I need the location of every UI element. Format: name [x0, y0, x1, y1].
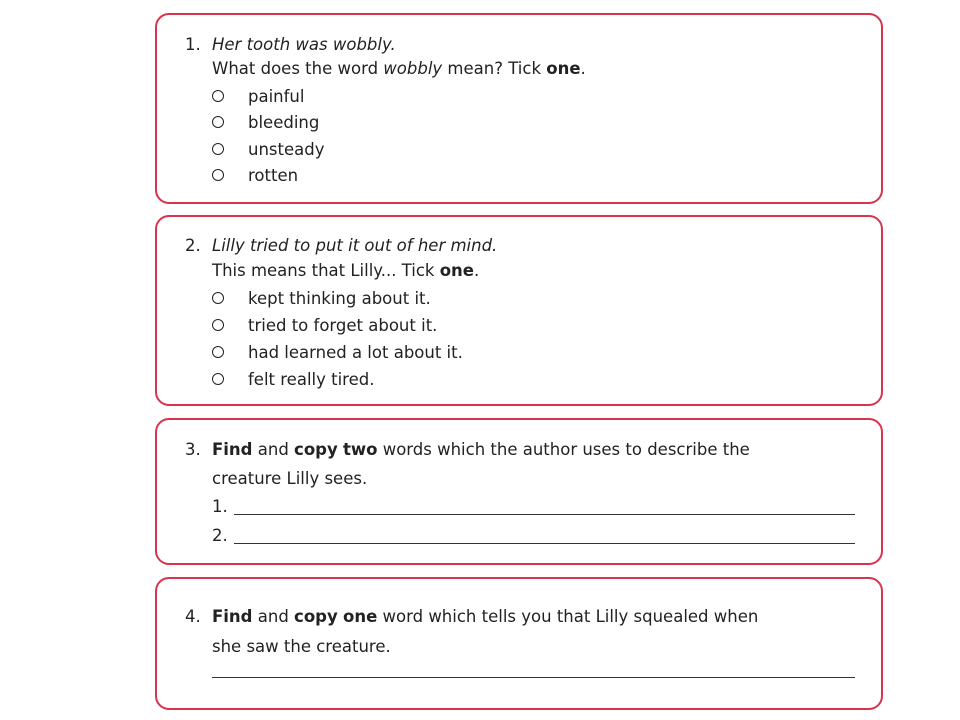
answer-row-2[interactable] [212, 525, 855, 547]
option-label: painful [248, 86, 305, 106]
question-number: 4. [185, 607, 201, 626]
option-label: tried to forget about it. [248, 315, 438, 335]
answer-number: 2. [212, 526, 228, 545]
option-felt-tired[interactable] [212, 368, 374, 390]
prompt-text: This means that Lilly... Tick [212, 261, 440, 280]
prompt-bold: copy [294, 607, 338, 626]
question-number: 1. [185, 35, 201, 54]
option-unsteady[interactable] [212, 138, 324, 160]
prompt-text: mean? Tick [442, 59, 547, 78]
answer-number: 1. [212, 497, 228, 516]
answer-line[interactable] [234, 543, 855, 544]
prompt-bold: one [546, 59, 581, 78]
question-4-box [155, 577, 883, 710]
prompt-text: words which the author uses to describe the [377, 440, 750, 459]
question-number: 3. [185, 440, 201, 459]
question-2-box [155, 215, 883, 406]
option-tried-to-forget[interactable] [212, 314, 437, 336]
prompt-text: and [252, 607, 295, 626]
radio-button[interactable] [212, 90, 224, 102]
prompt-bold: one [342, 607, 378, 626]
prompt-bold: Find [212, 440, 253, 459]
option-label: kept thinking about it. [248, 288, 431, 308]
prompt-bold: two [342, 440, 378, 459]
question-quote [212, 34, 396, 56]
question-quote [212, 235, 497, 257]
question-prompt [212, 58, 586, 80]
option-had-learned[interactable] [212, 341, 463, 363]
question-prompt-line-2: creature Lilly sees. [212, 469, 368, 488]
question-number: 2. [185, 236, 201, 255]
option-bleeding[interactable] [212, 111, 319, 133]
option-label: felt really tired. [248, 369, 375, 389]
prompt-text: What does the word [212, 59, 384, 78]
radio-button[interactable] [212, 373, 224, 385]
option-label: had learned a lot about it. [248, 342, 463, 362]
radio-button[interactable] [212, 116, 224, 128]
option-label: bleeding [248, 112, 320, 132]
option-label: rotten [248, 165, 299, 185]
question-prompt [212, 439, 750, 461]
question-prompt-line-2: she saw the creature. [212, 637, 391, 656]
prompt-text: . [580, 59, 586, 78]
radio-button[interactable] [212, 169, 224, 181]
question-1-box [155, 13, 883, 204]
question-3-box [155, 418, 883, 565]
quote-text: Her tooth was wobbly. [212, 35, 396, 54]
radio-button[interactable] [212, 143, 224, 155]
radio-button[interactable] [212, 346, 224, 358]
answer-row-1[interactable] [212, 496, 855, 518]
option-rotten[interactable] [212, 164, 298, 186]
prompt-bold: Find [212, 607, 253, 626]
prompt-bold: copy [294, 440, 338, 459]
option-label: unsteady [248, 139, 325, 159]
quote-text: Lilly tried to put it out of her mind. [212, 236, 498, 255]
option-painful[interactable] [212, 85, 304, 107]
prompt-word: wobbly [383, 59, 443, 78]
question-prompt [212, 260, 479, 282]
prompt-text: word which tells you that Lilly squealed when [377, 607, 759, 626]
radio-button[interactable] [212, 292, 224, 304]
radio-button[interactable] [212, 319, 224, 331]
question-prompt [212, 606, 758, 628]
prompt-bold: one [439, 261, 474, 280]
prompt-text: . [474, 261, 480, 280]
answer-line[interactable] [234, 514, 855, 515]
prompt-text: and [252, 440, 295, 459]
option-kept-thinking[interactable] [212, 287, 431, 309]
answer-line[interactable] [212, 677, 855, 678]
